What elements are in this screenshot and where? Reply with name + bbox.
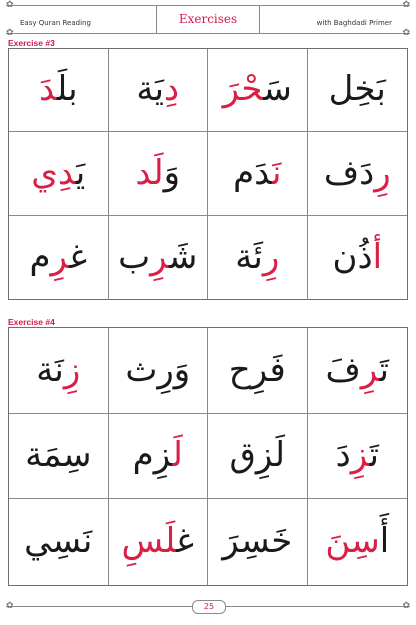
word-cell	[308, 499, 408, 585]
highlighted-letter: لَد	[135, 152, 164, 193]
word-letter: نَة	[36, 349, 64, 390]
word-letter: أَ	[379, 521, 390, 562]
highlighted-letter: لَسِ	[121, 521, 177, 562]
word-cell	[9, 132, 109, 215]
word-letter: نَسِي	[24, 521, 93, 562]
arabic-word	[222, 523, 292, 560]
word-cell	[9, 49, 109, 132]
word-cell	[308, 132, 408, 215]
word-letter: بلَ	[56, 69, 78, 110]
corner-ornament-icon: ✿	[6, 28, 14, 38]
arabic-word	[228, 349, 286, 390]
arabic-word	[135, 152, 181, 193]
exercise-3-grid	[8, 48, 408, 300]
highlighted-letter: نَ	[271, 152, 282, 193]
word-letter: سِمَة	[25, 435, 92, 476]
word-cell	[9, 216, 109, 299]
arabic-word	[230, 437, 286, 474]
arabic-word	[235, 236, 280, 277]
exercise-4-grid	[8, 327, 408, 586]
word-cell	[9, 414, 109, 500]
word-letter: لَزِق	[229, 435, 285, 476]
highlighted-letter: دِي	[31, 152, 76, 193]
highlighted-letter: زِ	[350, 435, 370, 476]
word-letter: دَم	[233, 152, 272, 193]
arabic-word	[29, 236, 88, 277]
arabic-word	[122, 523, 194, 560]
word-letter: شَ	[168, 236, 198, 277]
word-cell	[308, 49, 408, 132]
arabic-word	[118, 236, 198, 277]
word-letter: يَة	[136, 69, 165, 110]
corner-ornament-icon: ✿	[402, 0, 410, 10]
word-letter: ب	[118, 236, 151, 277]
word-cell	[9, 499, 109, 585]
highlighted-letter: لَ	[172, 435, 183, 476]
word-letter: م	[29, 236, 51, 277]
word-letter: خَسِرَ	[222, 521, 293, 562]
book-title: Easy Quran Reading	[20, 19, 91, 27]
word-letter: بَخِل	[328, 69, 386, 110]
highlighted-letter: رِ	[50, 236, 70, 277]
word-cell	[9, 328, 109, 414]
arabic-word	[31, 152, 86, 193]
page-footer	[6, 590, 410, 620]
arabic-word	[223, 71, 292, 108]
word-letter: ذُن	[332, 236, 373, 277]
arabic-word	[36, 349, 81, 390]
highlighted-letter: أ	[372, 236, 383, 277]
word-cell	[208, 132, 308, 215]
highlighted-letter: زِ	[63, 349, 81, 390]
word-letter: زِم	[132, 435, 173, 476]
corner-ornament-icon: ✿	[402, 601, 410, 611]
word-cell	[109, 499, 209, 585]
highlighted-letter: رِ	[360, 349, 380, 390]
arabic-word	[329, 71, 386, 108]
arabic-word	[325, 523, 389, 560]
word-letter: سَ	[263, 69, 292, 110]
word-letter: يَ	[75, 152, 86, 193]
word-letter: ئَة	[235, 236, 263, 277]
highlighted-letter: رِ	[150, 236, 169, 277]
highlighted-letter: حْرَ	[222, 69, 264, 110]
highlighted-letter: دَ	[38, 69, 57, 110]
page-header	[6, 0, 410, 38]
word-cell	[109, 216, 209, 299]
word-cell	[208, 499, 308, 585]
arabic-word	[125, 349, 191, 390]
highlighted-letter: رِ	[374, 152, 391, 193]
word-letter: غ	[69, 236, 88, 277]
word-letter: دَ	[335, 435, 351, 476]
word-letter: غ	[176, 521, 194, 562]
corner-ornament-icon: ✿	[6, 0, 14, 10]
corner-ornament-icon: ✿	[6, 601, 14, 611]
highlighted-letter: سِنَ	[325, 521, 380, 562]
arabic-word	[336, 437, 379, 474]
highlighted-letter: رِ	[262, 236, 280, 277]
word-letter: تَ	[369, 435, 379, 476]
word-cell	[208, 328, 308, 414]
word-letter: وَ	[163, 152, 181, 193]
corner-ornament-icon: ✿	[402, 28, 410, 38]
arabic-word	[233, 152, 282, 193]
word-letter: فَرِح	[228, 349, 286, 390]
arabic-word	[323, 152, 391, 193]
word-cell	[208, 414, 308, 500]
arabic-word	[136, 71, 179, 108]
arabic-word	[133, 437, 183, 474]
word-cell	[109, 132, 209, 215]
word-cell	[308, 328, 408, 414]
word-letter: تَ	[379, 349, 389, 390]
word-letter: فَ	[325, 349, 361, 390]
word-cell	[208, 216, 308, 299]
arabic-word	[25, 437, 91, 474]
page-number: 25	[192, 600, 226, 614]
word-cell	[109, 414, 209, 500]
book-subtitle: with Baghdadi Primer	[316, 19, 392, 27]
word-letter: وَرِث	[125, 349, 191, 390]
exercise-4-label: Exercise #4	[8, 317, 55, 327]
arabic-word	[24, 523, 92, 560]
arabic-word	[39, 71, 78, 108]
word-cell	[308, 216, 408, 299]
word-cell	[208, 49, 308, 132]
arabic-word	[325, 349, 389, 390]
highlighted-letter: دِ	[164, 69, 180, 110]
word-letter: دَف	[323, 152, 375, 193]
page-title: Exercises	[178, 12, 238, 26]
exercise-3-label: Exercise #3	[8, 38, 55, 48]
word-cell	[109, 49, 209, 132]
word-cell	[308, 414, 408, 500]
word-cell	[109, 328, 209, 414]
header-rule-bottom	[6, 33, 410, 34]
arabic-word	[332, 236, 383, 277]
